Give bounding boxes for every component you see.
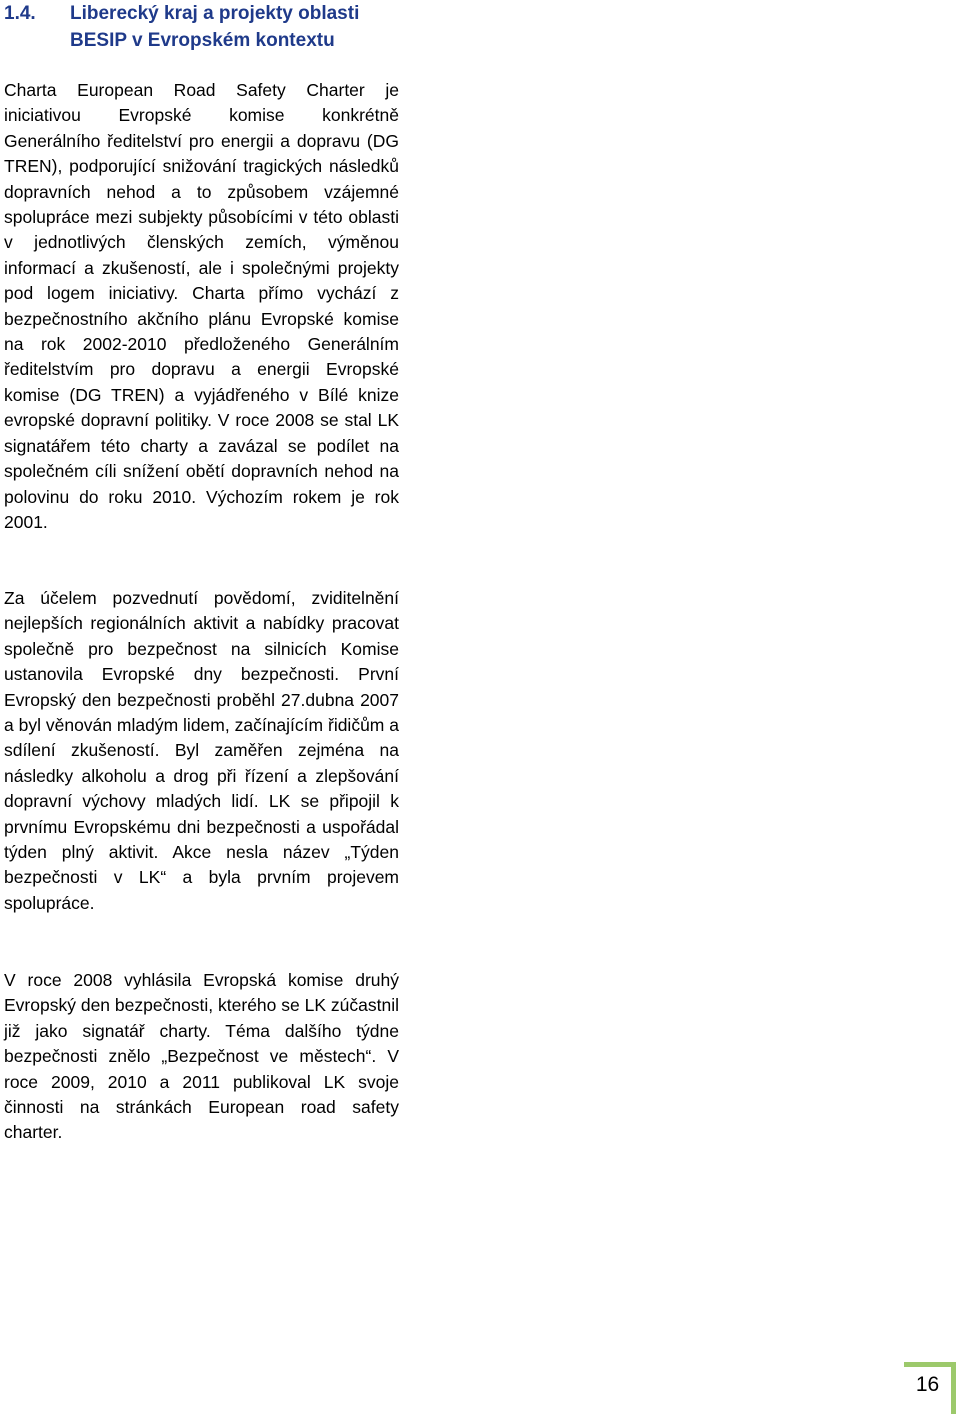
paragraph-safety-days: Za účelem pozvednutí povědomí, zviditelnění nejlepších regionálních aktivit a nabídky pracovat společně pro bezpečnost na silnicích Komise ustanovila Evropské dny bezpečnosti. První Evropský den bezpečnosti proběhl 27.dubna 2007 a byl věnován mladým lidem, začínajícím řidičům a sdílení zkušeností. Byl zaměřen zejména na následky alkoholu a drog při řízení a zlepšování dopravní výchovy mladých lidí. LK se připojil k prvnímu Evropskému dni bezpečnosti a uspořádal týden plný aktivit. Akce nesla název „Týden bezpečnosti v LK“ a byla prvním projevem spolupráce. <box>4 588 399 913</box>
footer-accent-bar-side <box>951 1362 956 1414</box>
section-title-line2: BESIP v Evropském kontextu <box>70 30 335 51</box>
paragraph-2008: V roce 2008 vyhlásila Evropská komise druhý Evropský den bezpečnosti, kterého se LK zúčastnil již jako signatář charty. Téma dalšího týdne bezpečnosti znělo „Bezpečnost ve městech“. V roce 2009, 2010 a 2011 publikoval LK svoje činnosti na stránkách European road safety charter. <box>4 970 399 1143</box>
page-number: 16 <box>915 1373 940 1396</box>
paragraph-charter: Charta European Road Safety Charter je iniciativou Evropské komise konkrétně Generálního ředitelství pro energii a dopravu (DG TREN), podporující snižování tragických následků dopravních nehod a to způsobem vzájemné spolupráce mezi subjekty působícími v této oblasti v jednotlivých členských zemích, výměnou informací a zkušeností, ale i společnými projekty pod logem iniciativy. Charta přímo vychází z bezpečnostního akčního plánu Evropské komise na rok 2002-2010 předloženého Generálním ředitelstvím pro dopravu a energii Evropské komise (DG TREN) a vyjádřeného v Bílé knize evropské dopravní politiky. V roce 2008 se stal LK signatářem této charty a zavázal se podílet na společném cíli snížení obětí dopravních nehod na polovinu do roku 2010. Výchozím rokem je rok 2001. <box>4 80 399 532</box>
footer-accent-bar-top <box>904 1362 956 1367</box>
section-title-line1: Liberecký kraj a projekty oblasti <box>70 3 360 24</box>
page-number-box <box>904 1362 956 1414</box>
section-heading <box>4 0 402 54</box>
section-number: 1.4. <box>4 3 36 24</box>
